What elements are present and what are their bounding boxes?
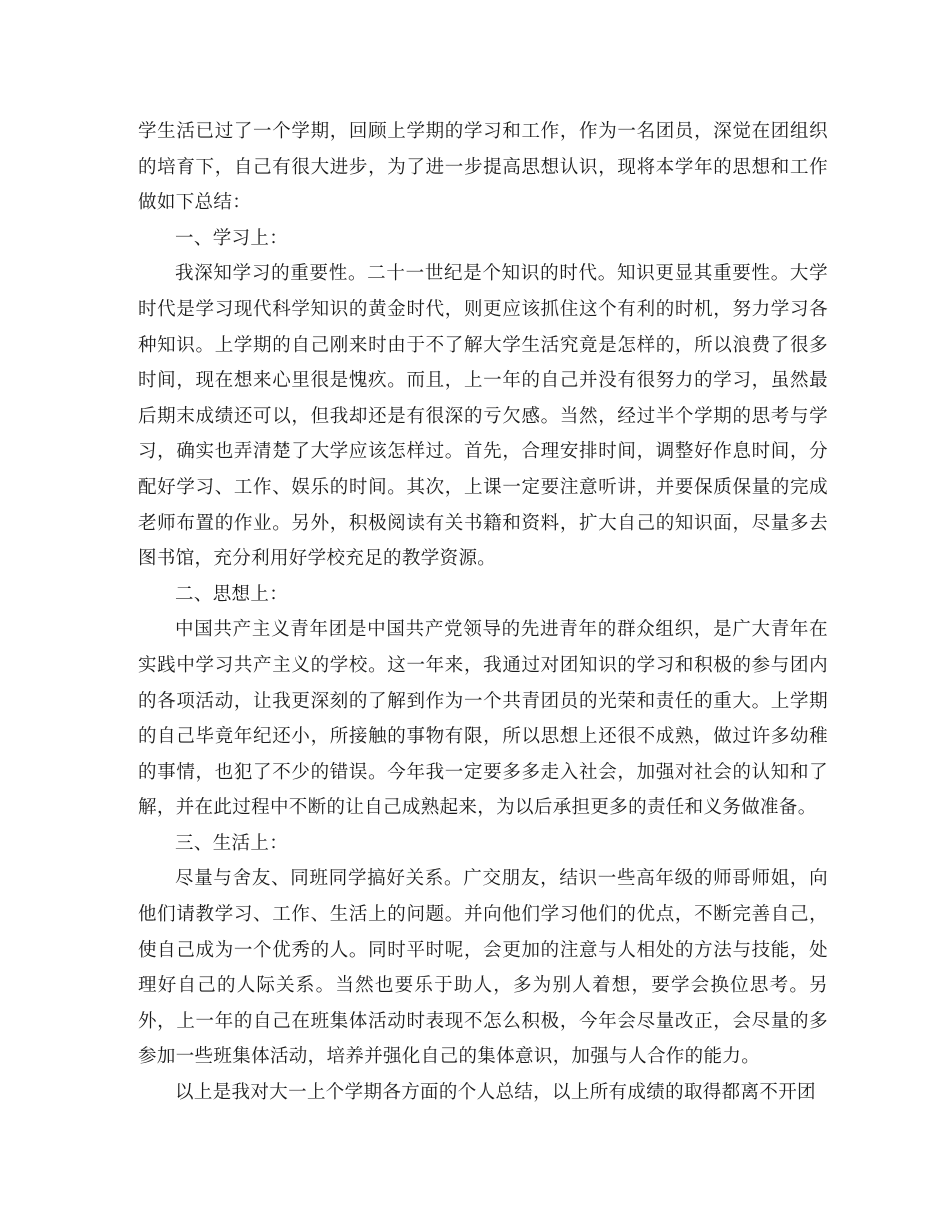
- document-body: [138, 114, 828, 1111]
- paragraph-thought: 中国共产主义青年团是中国共产党领导的先进青年的群众组织，是广大青年在实践中学习共产主义的学校。这一年来，我通过对团知识的学习和积极的参与团内的各项活动，让我更深刻的了解到作为一个共青团员的光荣和责任的重大。上学期的自己毕竟年纪还小，所接触的事物有限，所以思想上还很不成熟，做过许多幼稚的事情，也犯了不少的错误。今年我一定要多多走入社会，加强对社会的认知和了解，并在此过程中不断的让自己成熟起来，为以后承担更多的责任和义务做准备。: [138, 619, 828, 819]
- paragraph-life: 尽量与舍友、同班同学搞好关系。广交朋友，结识一些高年级的师哥师姐，向他们请教学习、工作、生活上的问题。并向他们学习他们的优点，不断完善自己，使自己成为一个优秀的人。同时平时呢，会更加的注意与人相处的方法与技能，处理好自己的人际关系。当然也要乐于助人，多为别人着想，要学会换位思考。另外，上一年的自己在班集体活动时表现不怎么积极，今年会尽量改正，会尽量的多参加一些班集体活动，培养并强化自己的集体意识，加强与人合作的能力。: [138, 868, 828, 1068]
- paragraph-study: 我深知学习的重要性。二十一世纪是个知识的时代。知识更显其重要性。大学时代是学习现代科学知识的黄金时代，则更应该抓住这个有利的时机，努力学习各种知识。上学期的自己刚来时由于不了解大学生活究竟是怎样的，所以浪费了很多时间，现在想来心里很是愧疚。而且，上一年的自己并没有很努力的学习，虽然最后期末成绩还可以，但我却还是有很深的亏欠感。当然，经过半个学期的思考与学习，确实也弄清楚了大学应该怎样过。首先，合理安排时间，调整好作息时间，分配好学习、工作、娱乐的时间。其次，上课一定要注意听讲，并要保质保量的完成老师布置的作业。另外，积极阅读有关书籍和资料，扩大自己的知识面，尽量多去图书馆，充分利用好学校充足的教学资源。: [138, 263, 828, 570]
- paragraph-conclusion: 以上是我对大一上个学期各方面的个人总结，以上所有成绩的取得都离不开团: [175, 1082, 816, 1104]
- paragraph-intro: 学生活已过了一个学期，回顾上学期的学习和工作，作为一名团员，深觉在团组织的培育下，自己有很大进步，为了进一步提高思想认识，现将本学年的思想和工作做如下总结：: [138, 121, 828, 214]
- heading-life: 三、生活上：: [175, 832, 289, 854]
- heading-thought: 二、思想上：: [175, 583, 289, 605]
- heading-study: 一、学习上：: [175, 227, 289, 249]
